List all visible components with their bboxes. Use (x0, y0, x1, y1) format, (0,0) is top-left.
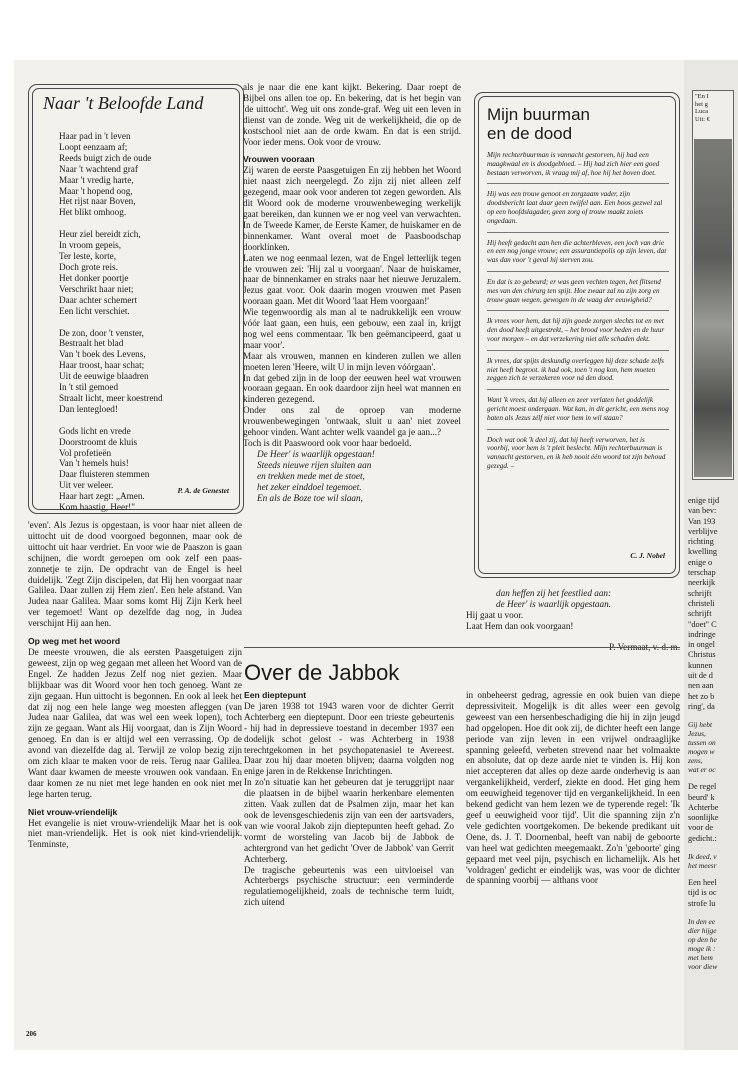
caption-fragment: Luca (695, 108, 708, 116)
poem-line: Een licht verschiet. (59, 305, 130, 316)
adjacent-page-text (688, 496, 719, 971)
section-divider (244, 647, 680, 648)
poem-line: Het blikt omhoog. (59, 207, 127, 218)
text-fragment: verblijve (688, 526, 718, 536)
buurman-stanza: Hij was een trouw genoot en zorgzaam vader, zijn doodsbericht laat daar geen twijfel aan. Een boos gezwel zal op een hoofdslagader, geen zorg of trouw maakt zoiets ongedaan. (487, 190, 663, 225)
poem-line: Vol profetieën (59, 447, 112, 458)
buurman-stanza: Doch wat ook 'k deel zij, dat hij heeft verworven, het is voorbij, voor hem is 't pleit beslecht. Mijn rechterbuurman is vannacht gestorven, en ik heb nooit één woord tot zijn behoud gezegd. – (487, 435, 666, 470)
text-fragment: met hem (688, 952, 713, 962)
stanza-divider (487, 183, 669, 184)
text-fragment: soonlijke (688, 813, 719, 823)
caption-fragment: Uit: € (695, 115, 710, 123)
text-fragment: Achterbe (688, 802, 719, 812)
poem-stanza (59, 229, 239, 316)
stanza-divider (487, 429, 669, 430)
verse-line: de Heer' is waarlijk opgestaan. (496, 598, 612, 609)
poem-line: Bestraalt het blad (59, 338, 124, 349)
col2-verse (257, 449, 461, 504)
text-fragment-group (688, 878, 719, 909)
poem-stanza (59, 328, 239, 415)
buurman-stanza: Mijn rechterbuurman is vannacht gestorven, hij had een maagkwaal en is doodgebloed. – Hij had zich hier een goed bestaan verworven, ik vraag mij af, hoe hij het boven doet. (487, 151, 660, 177)
jabbok-column-2-text: in onbeheerst gedrag, agressie en ook buien van diepe depressiviteit. Mogelijk is dit alles weer een gevolg geweest van een hersenbeschadiging die hij in zijn jeugd had opgelopen. Hoe dit ook zij, de dichter heeft een lange periode van zijn leven in een vrijwel ondraaglijke spanning geleefd, verbeten strevend naar het volmaakte en absolute, dat op deze aarde niet te vinden is. Hij kon niet accepteren dat alles op deze aarde onderhevig is aan vergankelijkheid, verderf, ziekte en dood. Het ging hem om eeuwigheid tegenover tijd en vergankelijkheid. In een bekend gedicht van hem lezen we de typerende regel: 'Ik geef u eeuwigheid voor tijd'. Uit die spanning zijn z'n vele gedichten voortgekomen. De bekende predikant uit Oene, ds. J. T. Doornenbal, heeft van nabij de geboorte van heel wat gedichten meegemaakt. Zo'n 'geboorte' ging gepaard met veel pijn, psychisch en lichamelijk. Als het 'voldragen' gedicht er eindelijk was, was voor de dichter de spanning voorbij — althans voor (466, 690, 680, 886)
stanza-divider (487, 271, 669, 272)
verse-line: En als de Boze toe wil slaan, (257, 492, 363, 503)
text-fragment: neerkijk (688, 578, 716, 588)
poem-line: Haar pad in 't leven (59, 131, 131, 141)
text-fragment: uit de d (688, 671, 713, 681)
text-fragment: voor de (688, 823, 714, 833)
text-fragment: indringe (688, 629, 716, 639)
text-fragment: nen aan (688, 681, 714, 691)
text-fragment: schrijft (688, 588, 712, 598)
text-fragment: "doet" C (688, 619, 717, 629)
text-fragment: Christus (688, 650, 716, 660)
poem-line: Heur ziel bereidt zich, (59, 229, 141, 240)
text-fragment: in ongel (688, 640, 715, 650)
text-fragment: kunnen (688, 660, 713, 670)
text-fragment: moge ik : (688, 943, 716, 953)
text-fragment: dier hijge (688, 925, 717, 935)
col2-paragraph-2: Laten we nog eenmaal lezen, wat de Engel letterlijk tegen de vrouwen zei: 'Hij zal u voorgaan'. Naar de huiskamer, naar de binnenkamer en straks naar het nieuwe Jeruzalem. Jezus gaat voor. Ook daarin mogen vrouwen met Pasen vooraan gaan. Met dit Woord 'laat Hem voorgaan!' (243, 252, 461, 307)
poem-line: Uit de eeuwige blaadren (59, 371, 149, 382)
poem-line: Uit ver weleer. (59, 480, 114, 491)
poem-author: P. A. de Genestet (177, 486, 229, 495)
buurman-stanza: En dat is zo gebeurd; er was geen vechten tegen, het flitsend mes van den chirurg ten spijt. Hoe zwaar zal nu zijn zorg en trouw gaan wegen, gewogen in de waag der eeuwigheid? (487, 277, 661, 304)
buurman-box (474, 92, 680, 578)
poem-stanza (59, 426, 239, 513)
col2-paragraph-6: Onder ons zal de oproep van moderne vrouwenbewegingen 'ontwaak, sluit u aan' niet zoveel gehoor vinden. Want achter welk vaandel ga je aan...? (243, 405, 461, 438)
poem-line: Haar hart zegt: „Amen. (59, 491, 145, 502)
stanza-divider (487, 389, 669, 390)
jabbok-paragraph-3: De tragische gebeurtenis was een uitvloeisel van Achterbergs psychische structuur: een verminderde regulatiemogelijkheid, zoals de technische term luidt, zich uitend (244, 864, 454, 908)
text-fragment: enige o (688, 557, 713, 567)
text-fragment: In den ee (688, 916, 716, 926)
text-fragment: De regel (688, 782, 717, 792)
text-fragment: kwelling (688, 547, 718, 557)
verse-line: Steeds nieuwe rijen sluiten aan (257, 459, 372, 470)
page-number: 206 (26, 1030, 37, 1038)
col1-heading-1: Op weg met het woord (28, 636, 121, 647)
col2-paragraph-4: Maar als vrouwen, mannen en kinderen zullen we allen moeten leren 'Heere, wilt U in mijn leven vóórgaan'. (243, 350, 461, 372)
poem-line: Daar achter schemert (59, 294, 138, 305)
poem-line: Loopt eenzaam af; (59, 141, 128, 152)
col3-line-1: Hij gaat u voor. (466, 609, 524, 620)
poem-line: Kom haastig, Heer!" (59, 502, 135, 513)
text-fragment: zens, (688, 756, 703, 766)
col2-paragraph-1: Zij waren de eerste Paasgetuigen En zij hebben het Woord niet naast zich neergelegd. Zo zijn zij niet alleen zelf gezegend, maar ook voor anderen tot zegen geworden. Als dit Woord ook de moderne vrouwenbeweging werkelijk gaat bereiken, dan kunnen we er nog veel van verwachten. In de Tweede Kamer, de Eerste Kamer, de huiskamer en de binnenkamer. Want overal moet de Paasboodschap doorklinken. (243, 165, 461, 252)
poem-line: In 't stil gemoed (59, 382, 119, 393)
poem-line: Dan lentegloed! (59, 403, 118, 414)
poem-line: Gods licht en vrede (59, 425, 131, 436)
caption-fragment: "En I (695, 93, 709, 100)
poem-line: Maar 't hopend oog, (59, 185, 133, 196)
text-fragment: tussen on (688, 738, 716, 748)
col1-heading-2: Niet vrouw-vriendelijk (28, 806, 118, 817)
buurman-stanzas (487, 151, 669, 471)
text-fragment: schrijft (688, 609, 712, 619)
poem-stanza (59, 131, 239, 218)
photo-image (694, 139, 732, 477)
jabbok-paragraph-2: In zo'n situatie kan het gebeuren dat je teruggrijpt naar die plaatsen in de bijbel waarin herkenbare elementen zitten. Vaak zullen dat de Psalmen zijn, maar het kan ook de levensgeschiedenis zijn van een der aartsvaders, van wie vooral Jakob zijn dieptepunten heeft gehad. Zo vormt de worsteling van Jacob bij de Jabbok de achtergrond van het gedicht 'Over de Jabbok' van Gerrit Achterberg. (244, 777, 454, 864)
jabbok-column-1 (244, 690, 454, 908)
poem-stanzas (59, 131, 239, 524)
poem-line: Van 't boek des Levens, (59, 349, 146, 360)
poem-line: Ter leste, korte, (59, 251, 117, 262)
col1-intro: 'even'. Als Jezus is opgestaan, is voor haar niet alleen de uittocht uit de dood voorgoed begonnen, maar ook de uittocht uit haar verdriet. En voor wie de Paaszon is gaan schijnen, die wordt geroepen om ook zelf een paas-zonnetje te zijn. De opdracht van de Engel is heel duidelijk. 'Zegt Zijn discipelen, dat Hij hen voorgaat naar Galilea. Daar zullen zij Hem zien'. Een hele afstand. Van Judea naar Galilea. Maar soms komt Hij Zijn Kerk heel ver tegemoet! Want op dezelfde dag nog, in Judea verschijnt Hij aan hen. (28, 520, 242, 629)
poem-line: Daar fluisteren stemmen (59, 469, 150, 480)
magazine-page (14, 60, 684, 1050)
text-fragment: Gij hebt (688, 720, 713, 730)
text-fragment: Ik deed, v (688, 852, 717, 862)
poem-line: Verschrikt haar niet; (59, 283, 134, 294)
buurman-title-line-1: Mijn buurman (487, 105, 590, 124)
text-fragment: beurd' k (688, 792, 715, 802)
col2-paragraph-0: als je naar die ene kant kijkt. Bekering. Daar roept de Bijbel ons allen toe op. En bekering, dat is het begin van 'de uittocht'. Weg uit ons zonde-graf. Weg uit een leven in dienst van de zonde. Weg uit de werkelijkheid, die op de kostschool niet aan de orde kwam. En dat is een strijd. Voor ieder mens. Ook voor de vrouw. (243, 82, 461, 147)
buurman-stanza: Ik vrees voor hem, dat hij zijn goede zorgen slechts tot en met den dood heeft uitgestrekt, – het brood voor heden en de huur voor morgen – en dat verzekering niet alle schaden dekt. (487, 317, 665, 343)
photo-caption (695, 93, 710, 123)
text-fragment: op den he (688, 934, 717, 944)
poem-line: Straalt licht, meer koestrend (59, 392, 163, 403)
text-fragment: mogen w (688, 747, 715, 757)
poem-line: Doorstroomt de kluis (59, 436, 138, 447)
text-fragment: richting (688, 537, 714, 547)
verse-line: en trekken mede met de stoet, (257, 470, 365, 481)
caption-fragment: het g (695, 100, 708, 108)
poem-line: Haar troost, haar schat; (59, 360, 145, 371)
poem-line: Naar 't wachtend graf (59, 163, 138, 174)
article-title: Over de Jabbok (244, 660, 400, 685)
verse-line: het zeker einddoel tegemoet. (257, 481, 362, 492)
buurman-title (487, 105, 590, 143)
col2-paragraph-7: Toch is dit Paaswoord ook voor haar bedoeld. (243, 438, 412, 448)
jabbok-heading-1: Een dieptepunt (244, 690, 307, 700)
col2-paragraph-3: Wie tegenwoordig als man al te nadrukkelijk een vrouw vóór laat gaan, een huis, een gebouw, een zaal in, krijgt nog wel eens commentaar. 'Ik ben geëmancipeerd, gaat u maar voor'. (243, 307, 461, 350)
column-2 (243, 82, 461, 503)
poem-title: Naar 't Beloofde Land (43, 93, 204, 113)
stanza-divider (487, 350, 669, 351)
buurman-stanza: Ik vrees, dat spijts deskundig overleggen hij deze schade zelfs niet heeft begroot. ik had ook, toen 't nog kon, hem moeten zeggen zich te verzekeren voor ná den dood. (487, 356, 664, 383)
text-fragment: strofe lu (688, 898, 716, 908)
poem-line: De zon, door 't venster, (59, 327, 144, 338)
col2-paragraph-5: In dat gebed zijn in de loop der eeuwen heel wat vrouwen vooraan gegaan. En ook daardoor zijn heel wat mannen en kinderen gezegend. (243, 372, 461, 405)
text-fragment: christeli (688, 598, 715, 608)
stanza-divider (487, 232, 669, 233)
text-fragment-group (688, 782, 719, 844)
col2-heading-1: Vrouwen vooraan (243, 154, 315, 165)
poem-line: Doch grote reis. (59, 261, 118, 272)
verse-line: De Heer' is waarlijk opgestaan! (257, 448, 375, 459)
text-fragment: gedicht.: (688, 833, 717, 843)
column-3-top (466, 588, 680, 653)
text-fragment: tijd is oc (688, 888, 717, 898)
col3-verse (496, 588, 680, 610)
text-fragment: het meesr (688, 861, 717, 871)
poem-line: Het donker poortje (59, 272, 129, 283)
buurman-stanza: Hij heeft gedacht aan hen die achterbleven, een joch van drie en een nog jonge vrouw; een assurantiepolis op zijn leven, dat was dan voor 't geval hij sterven zou. (487, 238, 667, 265)
text-fragment-group (688, 852, 719, 870)
column-1 (28, 520, 242, 850)
text-fragment: enige tijd (688, 496, 720, 505)
text-fragment: Van 193 (688, 516, 716, 526)
poem-line: Reeds buigt zich de oude (59, 152, 152, 163)
text-fragment: voor diew (688, 961, 718, 971)
text-fragment: terschap (688, 568, 716, 578)
poem-box (28, 84, 244, 514)
poem-line: Van 't hemels huis! (59, 458, 129, 469)
stanza-divider (487, 310, 669, 311)
col3-author: P. Vermaat, v. d. m. (609, 641, 680, 652)
text-fragment: wat er oc (688, 765, 716, 775)
poem-line: Het rijst naar Boven, (59, 196, 136, 207)
verse-line: dan heffen zij het feestlied aan: (496, 588, 612, 598)
col1-paragraph-1: De meeste vrouwen, die als eersten Paasgetuigen zijn geweest, zijn op weg gegaan met alleen het Woord van de Engel. Ze hadden Jezus Zelf nog niet gezien. Maar blijkbaar was dit Woord voor hen toch genoeg. Want ze zijn gegaan. Hun uittocht is begonnen. En ook al leek het dat zij nog een hele lange weg moesten afleggen (van Judea naar Galilea, dat was wel een week lopen), toch zijn ze gegaan. Want als Hij voorgaat, dan is Zijn Woord genoeg. En dan is er altijd wel een verrassing. Op de avond van diezelfde dag al. Terwijl ze volop bezig zijn om zich klaar te maken voor de reis. Terug naar Galilea. Want daar kwamen de meeste vrouwen ook vandaan. En daar komen ze nu niet met lege handen en ook niet met lege harten terug. (28, 646, 242, 799)
text-fragment: Een heel (688, 878, 717, 888)
photo-frame (692, 90, 734, 480)
poem-line: Maar 't vredig harte, (59, 174, 134, 185)
buurman-title-line-2: en de dood (487, 124, 573, 143)
adjacent-page-fragment (684, 60, 738, 1050)
jabbok-paragraph-1: De jaren 1938 tot 1943 waren voor de dichter Gerrit Achterberg een dieptepunt. Door een trieste gebeurtenis - hij had in depressieve toestand in december 1937 een dodelijk schot gelost - was Achterberg in 1938 terechtgekomen in het psychopatenasiel te Avereest. Daar zou hij daar moeten blijven; daarna volgden nog enige jaren in de Rekkense Inrichtingen. (244, 700, 454, 777)
buurman-stanza: Want 'k vrees, dat hij alleen en zeer verlaten het goddelijk gericht moest ondergaan. Wat kan, in dit gericht, een mens nog baten als Jezus zélf niet voor hem in wil staan? (487, 396, 669, 422)
jabbok-column-2 (466, 690, 680, 886)
text-fragment-group (688, 917, 719, 971)
text-fragment: Jezus, (688, 729, 706, 739)
text-fragment-group (688, 720, 719, 774)
text-fragment-group (688, 496, 719, 712)
buurman-author: C. J. Nobel (630, 551, 665, 560)
col3-line-2: Laat Hem dan ook voorgaan! (466, 620, 574, 631)
text-fragment: ring', da (688, 701, 715, 711)
text-fragment: van bev: (688, 506, 717, 516)
col1-paragraph-2: Het evangelie is niet vrouw-vriendelijk Maar het is ook niet man-vriendelijk. Het is ook niet kind-vriendelijk. Tenminste, (28, 817, 242, 850)
poem-line: In vroom gepeis, (59, 240, 122, 251)
text-fragment: het zo b (688, 691, 715, 701)
